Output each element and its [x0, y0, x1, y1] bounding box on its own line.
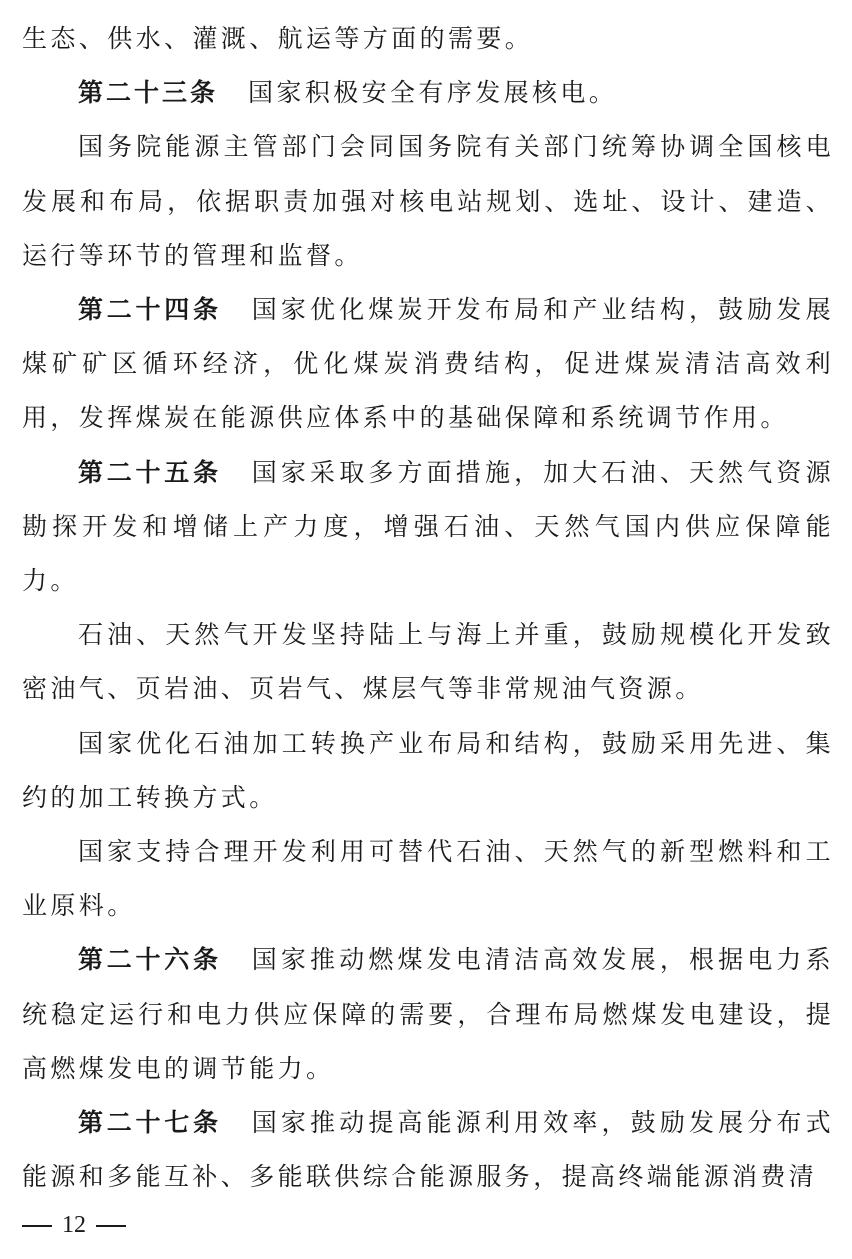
paragraph-text: 国家优化煤炭开发布局和产业结构，鼓励发展煤矿矿区循环经济，优化煤炭消费结构，促进煤炭清洁高效利用，发挥煤炭在能源供应体系中的基础保障和系统调节作用。	[22, 295, 834, 433]
footer-dash-left	[22, 1225, 52, 1227]
paragraph-text: 国家优化石油加工转换产业布局和结构，鼓励采用先进、集约的加工转换方式。	[22, 728, 834, 812]
article-number: 第二十六条	[78, 945, 222, 975]
article-25	[22, 446, 834, 609]
paragraph-text: 国家积极安全有序发展核电。	[248, 78, 618, 108]
article-number: 第二十三条	[78, 78, 219, 108]
paragraph-text: 国家推动提高能源利用效率，鼓励发展分布式能源和多能互补、多能联供综合能源服务，提高终端能源消费清	[22, 1108, 834, 1192]
article-number: 第二十四条	[78, 295, 222, 325]
paragraph-0	[22, 12, 834, 66]
document-body	[22, 12, 834, 1204]
article-number: 第二十五条	[78, 457, 222, 487]
paragraph-5	[22, 608, 834, 716]
paragraph-2	[22, 120, 834, 283]
paragraph-text: 生态、供水、灌溉、航运等方面的需要。	[22, 24, 534, 53]
page-footer	[22, 1212, 126, 1239]
paragraph-text: 国家推动燃煤发电清洁高效发展，根据电力系统稳定运行和电力供应保障的需要，合理布局燃煤发电建设，提高燃煤发电的调节能力。	[22, 945, 834, 1083]
article-24	[22, 283, 834, 446]
paragraph-6	[22, 717, 834, 825]
paragraph-7	[22, 825, 834, 933]
article-26	[22, 933, 834, 1096]
paragraph-text: 国家支持合理开发利用可替代石油、天然气的新型燃料和工业原料。	[22, 837, 834, 921]
article-27	[22, 1096, 834, 1204]
paragraph-text: 国务院能源主管部门会同国务院有关部门统筹协调全国核电发展和布局，依据职责加强对核电站规划、选址、设计、建造、运行等环节的管理和监督。	[22, 132, 834, 270]
paragraph-text: 石油、天然气开发坚持陆上与海上并重，鼓励规模化开发致密油气、页岩油、页岩气、煤层气等非常规油气资源。	[22, 620, 834, 704]
paragraph-text: 国家采取多方面措施，加大石油、天然气资源勘探开发和增储上产力度，增强石油、天然气国内供应保障能力。	[22, 457, 834, 596]
footer-dash-right	[96, 1225, 126, 1227]
article-number: 第二十七条	[78, 1108, 222, 1138]
article-23	[22, 66, 834, 120]
page-number: 12	[62, 1212, 86, 1238]
